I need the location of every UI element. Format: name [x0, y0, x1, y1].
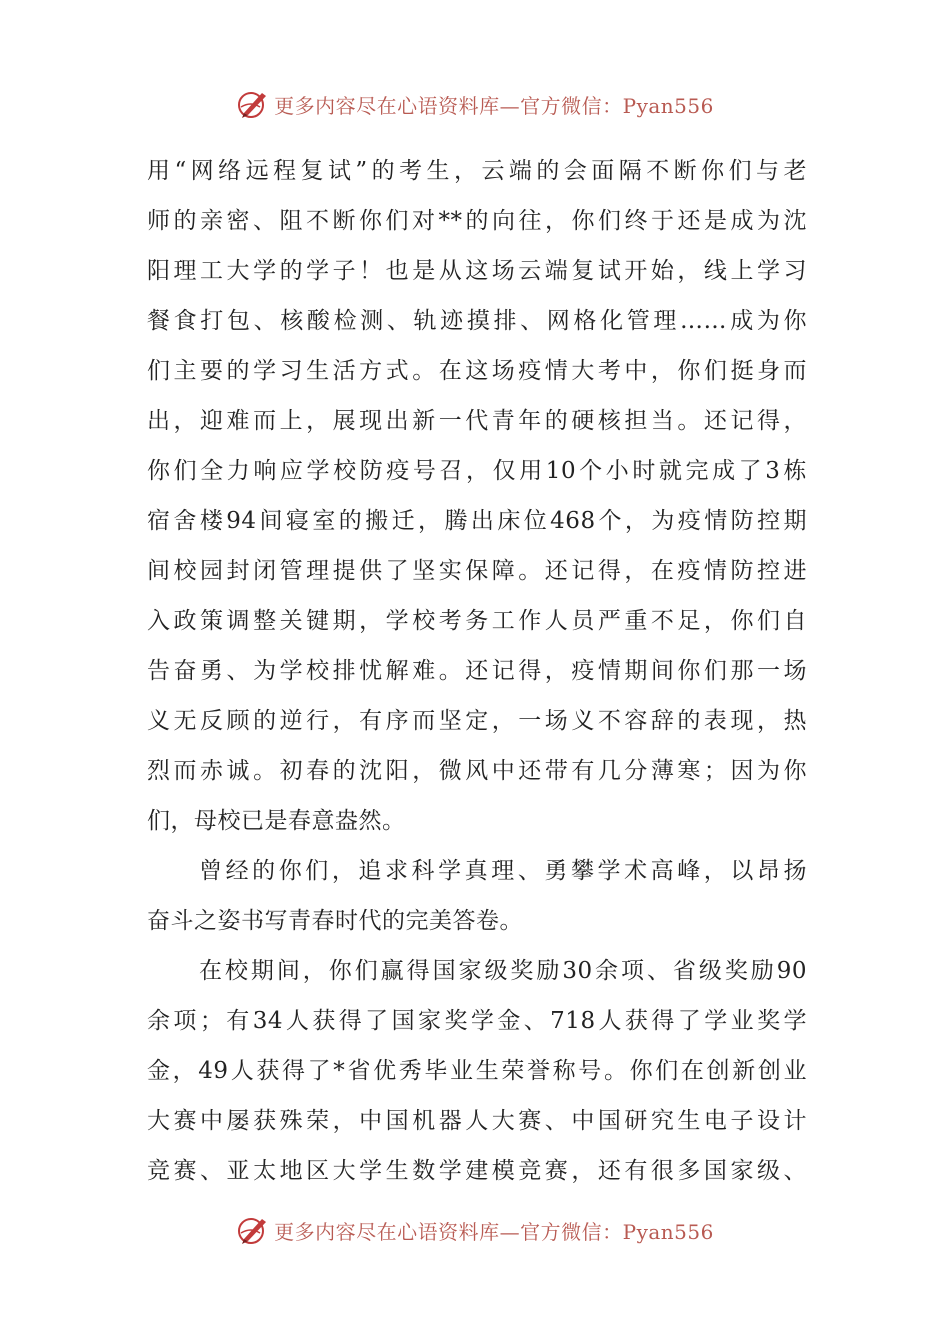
body-line: 入政策调整关键期，学校考务工作人员严重不足，你们自	[147, 608, 807, 634]
body-line: 曾经的你们，追求科学真理、勇攀学术高峰，以昂扬	[199, 858, 807, 884]
body-line: 们，母校已是春意盎然。	[147, 808, 406, 834]
body-line: 竞赛、亚太地区大学生数学建模竞赛，还有很多国家级、	[147, 1158, 807, 1184]
footer-watermark-text: 更多内容尽在心语资料库—官方微信：Pyan556	[274, 1219, 714, 1244]
body-line: 义无反顾的逆行，有序而坚定，一场义不容辞的表现，热	[147, 708, 807, 734]
body-line: 出，迎难而上，展现出新一代青年的硬核担当。还记得，	[147, 408, 807, 434]
body-line: 师的亲密、阻不断你们对**的向往，你们终于还是成为沈	[147, 208, 807, 234]
document-body	[147, 146, 807, 1196]
body-line: 们主要的学习生活方式。在这场疫情大考中，你们挺身而	[147, 358, 807, 384]
body-line: 在校期间，你们赢得国家级奖励30余项、省级奖励90	[199, 958, 807, 984]
body-line: 大赛中屡获殊荣，中国机器人大赛、中国研究生电子设计	[147, 1108, 807, 1134]
footer-watermark	[0, 1210, 950, 1250]
header-watermark	[0, 84, 950, 124]
body-line: 告奋勇、为学校排忧解难。还记得，疫情期间你们那一场	[147, 658, 807, 684]
body-line: 奋斗之姿书写青春时代的完美答卷。	[147, 908, 523, 934]
body-line: 餐食打包、核酸检测、轨迹摸排、网格化管理……成为你	[147, 308, 807, 334]
body-line: 金，49人获得了*省优秀毕业生荣誉称号。你们在创新创业	[147, 1058, 807, 1084]
body-line: 烈而赤诚。初春的沈阳，微风中还带有几分薄寒；因为你	[147, 758, 807, 784]
body-line: 宿舍楼94间寝室的搬迁，腾出床位468个，为疫情防控期	[147, 508, 807, 534]
pen-logo-icon	[236, 87, 270, 121]
header-watermark-text: 更多内容尽在心语资料库—官方微信：Pyan556	[274, 93, 714, 118]
body-line: 间校园封闭管理提供了坚实保障。还记得，在疫情防控进	[147, 558, 807, 584]
body-line: 阳理工大学的学子！也是从这场云端复试开始，线上学习	[147, 258, 807, 284]
pen-logo-icon	[236, 1213, 270, 1247]
body-line: 你们全力响应学校防疫号召，仅用10个小时就完成了3栋	[147, 458, 807, 484]
body-line: 余项；有34人获得了国家奖学金、718人获得了学业奖学	[147, 1008, 807, 1034]
body-line: 用“网络远程复试”的考生，云端的会面隔不断你们与老	[147, 158, 807, 184]
